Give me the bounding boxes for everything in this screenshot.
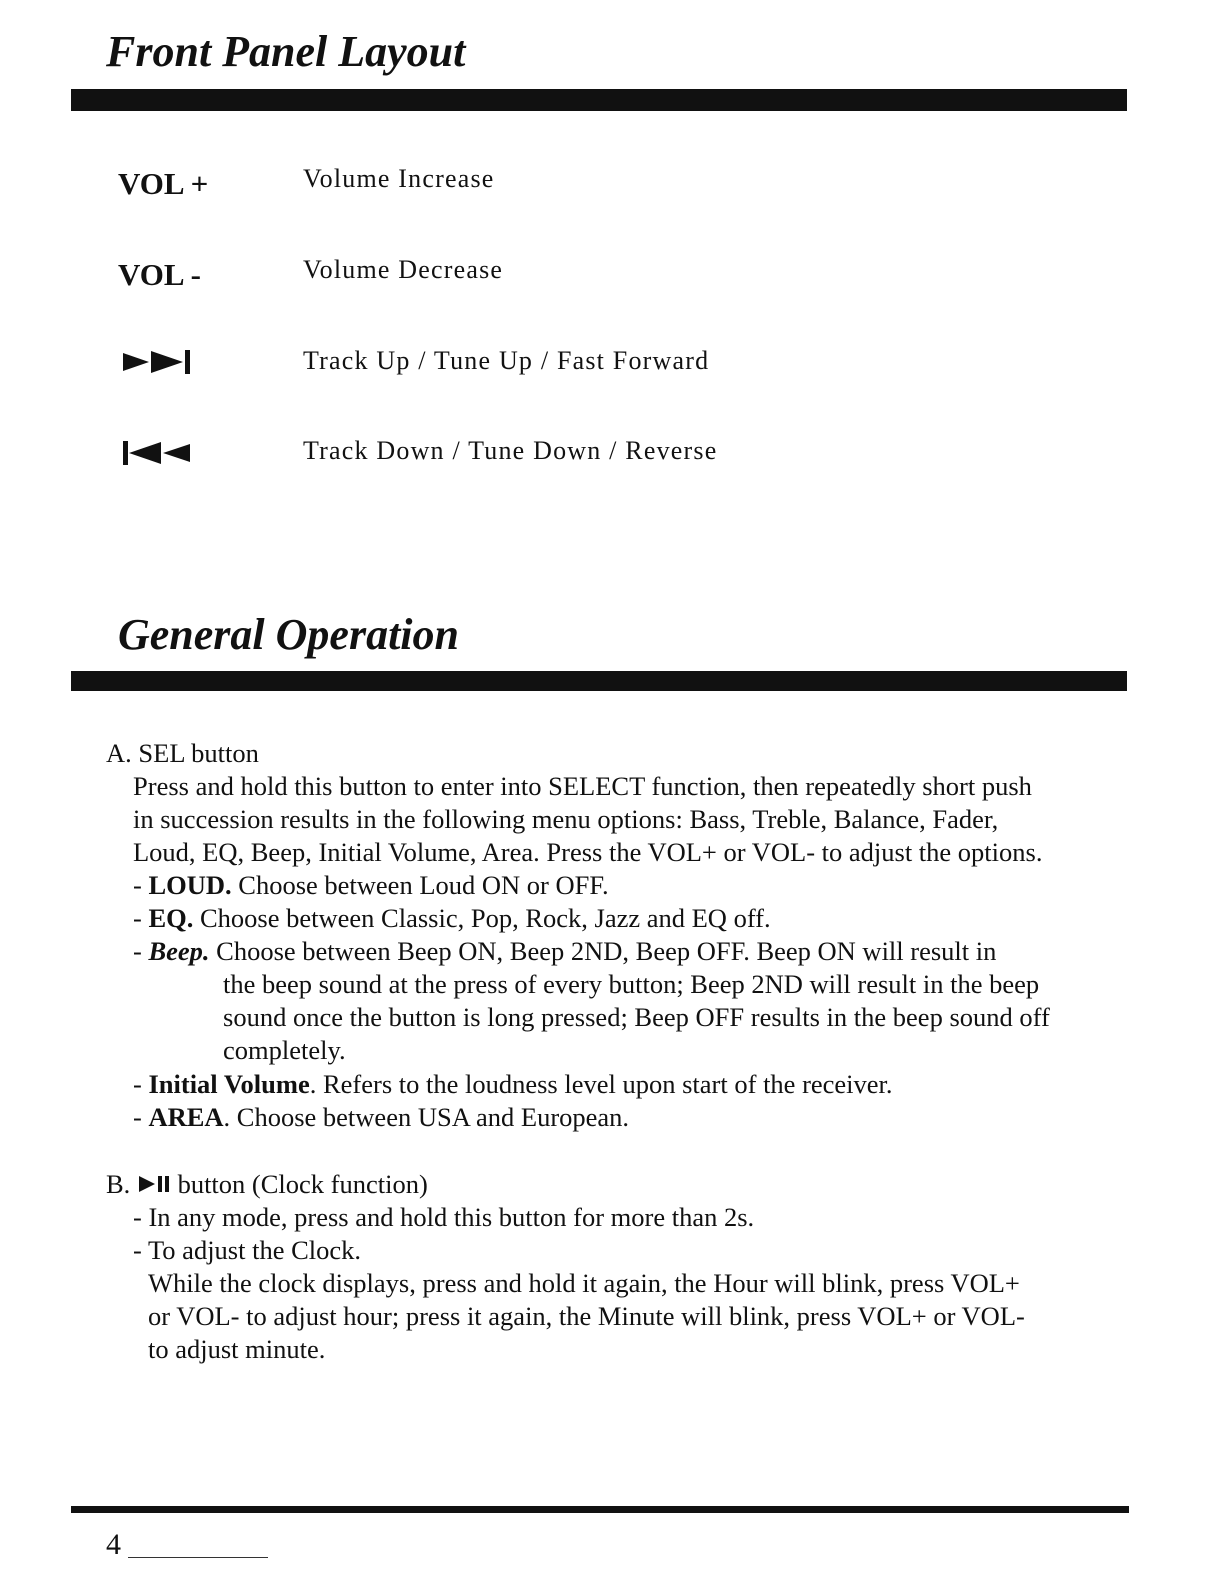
- sel-intro-line: in succession results in the following menu options: Bass, Treble, Balance, Fader,: [133, 804, 999, 834]
- sel-intro-line: Loud, EQ, Beep, Initial Volume, Area. Press the VOL+ or VOL- to adjust the options.: [133, 837, 1043, 867]
- beep-continuation-line: sound once the button is long pressed; Beep OFF results in the beep sound off: [223, 1002, 1050, 1032]
- beep-continuation-line: the beep sound at the press of every button; Beep 2ND will result in the beep: [223, 969, 1040, 999]
- area-term: AREA: [148, 1102, 224, 1132]
- vol-down-label: VOL -: [118, 257, 201, 292]
- beep-text: Choose between Beep ON, Beep 2ND, Beep OFF. Beep ON will result in: [209, 936, 997, 966]
- page-number-underline: [128, 1557, 268, 1558]
- front-panel-divider: [71, 89, 1127, 111]
- clock-detail-line: or VOL- to adjust hour; press it again, the Minute will blink, press VOL+ or VOL-: [148, 1301, 1025, 1331]
- clock-instruction-line: - In any mode, press and hold this button for more than 2s.: [133, 1202, 755, 1232]
- previous-track-icon: [121, 440, 201, 466]
- sel-button-intro: [133, 770, 1042, 869]
- vol-up-description: Volume Increase: [303, 164, 495, 193]
- eq-text: Choose between Classic, Pop, Rock, Jazz and EQ off.: [193, 903, 771, 933]
- option-dash: -: [133, 903, 149, 933]
- vol-down-description: Volume Decrease: [303, 255, 504, 284]
- beep-term: Beep.: [148, 936, 210, 966]
- clock-heading-text: button (Clock function): [177, 1169, 428, 1199]
- general-operation-title: General Operation: [118, 610, 459, 659]
- beep-continuation-line: completely.: [223, 1035, 346, 1065]
- loud-text: Choose between Loud ON or OFF.: [231, 870, 609, 900]
- option-dash: -: [133, 936, 149, 966]
- vol-up-label: VOL +: [118, 166, 209, 201]
- eq-option: [133, 902, 771, 935]
- area-text: . Choose between USA and European.: [223, 1102, 630, 1132]
- sel-intro-line: Press and hold this button to enter into SELECT function, then repeatedly short push: [133, 771, 1032, 801]
- eq-term: EQ.: [148, 903, 194, 933]
- general-operation-divider: [71, 671, 1127, 691]
- initial-volume-text: . Refers to the loudness level upon start of the receiver.: [309, 1069, 893, 1099]
- initial-volume-term: Initial Volume: [148, 1069, 310, 1099]
- next-track-description: Track Up / Tune Up / Fast Forward: [303, 346, 710, 375]
- option-dash: -: [133, 1102, 149, 1132]
- clock-heading-prefix: B.: [106, 1169, 131, 1199]
- clock-detail: [148, 1267, 1025, 1366]
- sel-button-heading: A. SEL button: [106, 738, 259, 768]
- area-option: [133, 1101, 629, 1134]
- option-dash: -: [133, 1069, 149, 1099]
- clock-detail-line: While the clock displays, press and hold it again, the Hour will blink, press VOL+: [148, 1268, 1020, 1298]
- clock-instructions: [133, 1201, 754, 1267]
- loud-term: LOUD.: [148, 870, 232, 900]
- clock-detail-line: to adjust minute.: [148, 1334, 326, 1364]
- footer-divider: [71, 1506, 1129, 1513]
- beep-option: [133, 935, 996, 968]
- initial-volume-option: [133, 1068, 893, 1101]
- front-panel-title: Front Panel Layout: [106, 27, 466, 76]
- beep-continuation: [223, 968, 1050, 1067]
- next-track-icon: [121, 349, 201, 375]
- play-pause-icon: [137, 1174, 171, 1194]
- option-dash: -: [133, 870, 149, 900]
- previous-track-description: Track Down / Tune Down / Reverse: [303, 436, 718, 465]
- clock-instruction-line: - To adjust the Clock.: [133, 1235, 362, 1265]
- page-number: 4: [106, 1528, 121, 1561]
- loud-option: [133, 869, 609, 902]
- clock-button-heading: [106, 1168, 428, 1201]
